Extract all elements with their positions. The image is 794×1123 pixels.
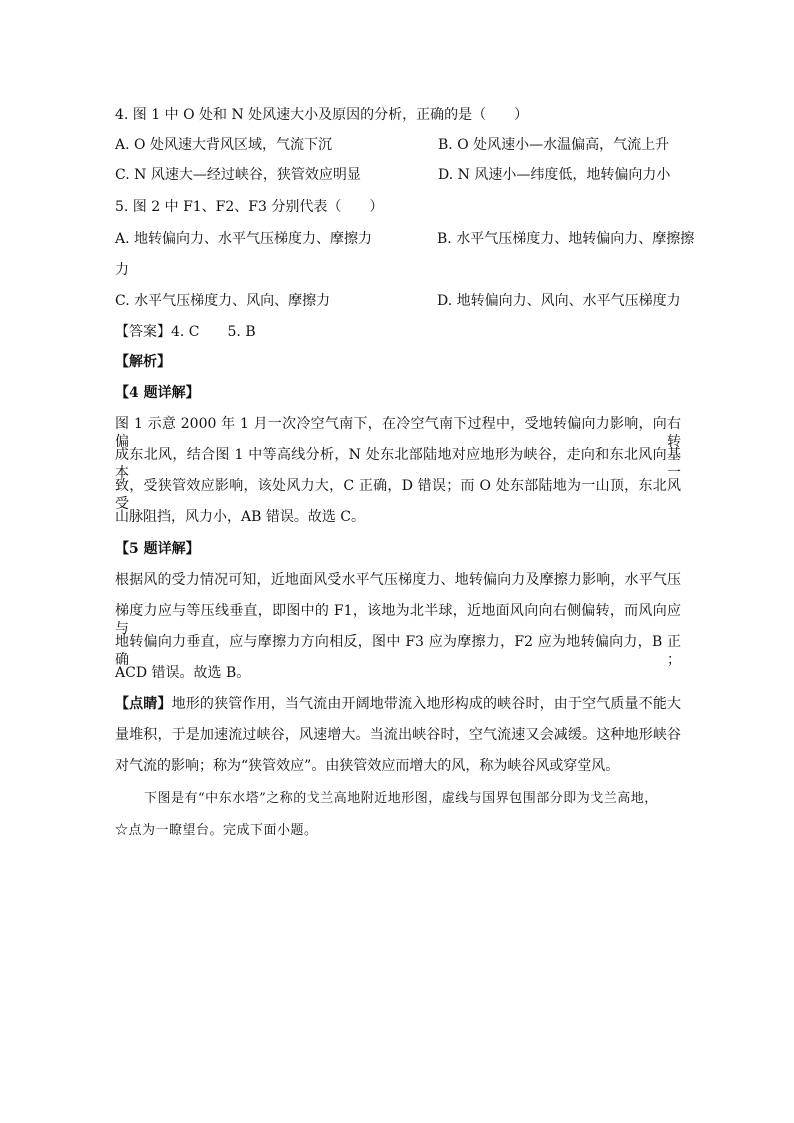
q4-detail-line: 致，受狭管效应影响，该处风力大，C 正确，D 错误；而 O 处东部陆地为一山顶，东北风受 (115, 478, 681, 512)
intro-line: 下图是有“中东水塔”之称的戈兰高地附近地形图，虚线与国界包围部分即为戈兰高地， (144, 791, 658, 806)
tip-first-line (115, 695, 681, 713)
tip-label: 【点睛】 (115, 696, 172, 712)
tip-text: 地形的狭管作用，当气流由开阔地带流入地形构成的峡谷时，由于空气质量不能大 (171, 696, 682, 712)
q4-option-b: B. O 处风速小—水温偏高，气流上升 (438, 137, 670, 153)
q5-detail-line: 梯度力应与等压线垂直，即图中的 F1，该地为北半球，近地面风向向右侧偏转，而风向应与 (115, 603, 681, 637)
q5-detail-line: 根据风的受力情况可知，近地面风受水平气压梯度力、地转偏向力及摩擦力影响，水平气压 (115, 572, 681, 588)
q4-detail-line: 山脉阻挡，风力小，AB 错误。故选 C。 (115, 509, 366, 525)
q5-detail-line: 地转偏向力垂直，应与摩擦力方向相反，图中 F3 应为摩擦力，F2 应为地转偏向力，B 正确； (115, 634, 681, 668)
q5-option-c: C. 水平气压梯度力、风向、摩擦力 (115, 293, 331, 309)
intro-line: ☆点为一瞭望台。完成下面小题。 (115, 823, 318, 838)
q5-option-b-continued: 力 (115, 262, 129, 278)
tip-line: 量堆积，于是加速流过峡谷，风速增大。当流出峡谷时，空气流速又会减缓。这种地形峡谷 (115, 727, 681, 743)
q5-detail-line: ACD 错误。故选 B。 (115, 665, 251, 681)
q5-option-b: B. 水平气压梯度力、地转偏向力、摩擦擦 (437, 231, 695, 247)
q4-detail-line: 图 1 示意 2000 年 1 月一次冷空气南下，在冷空气南下过程中，受地转偏向力影响，向右偏转 (115, 416, 681, 450)
tip-line: 对气流的影响；称为“狭管效应”。由狭管效应而增大的风，称为峡谷风或穿堂风。 (115, 758, 620, 774)
q5-detail-heading: 【5 题详解】 (115, 541, 200, 557)
q5-stem: 5. 图 2 中 F1、F2、F3 分别代表（ ） (115, 199, 384, 215)
analysis-heading: 【解析】 (115, 354, 171, 370)
answer-line: 【答案】4. C 5. B (115, 324, 256, 340)
q4-detail-line: 成东北风，结合图 1 中等高线分析，N 处东北部陆地对应地形为峡谷，走向和东北风向基本一 (115, 447, 681, 481)
q5-option-d: D. 地转偏向力、风向、水平气压梯度力 (437, 293, 681, 309)
q4-option-c: C. N 风速大—经过峡谷，狭管效应明显 (115, 167, 361, 183)
q5-option-a: A. 地转偏向力、水平气压梯度力、摩擦力 (115, 231, 373, 247)
q4-stem: 4. 图 1 中 O 处和 N 处风速大小及原因的分析，正确的是（ ） (115, 107, 529, 123)
q4-detail-heading: 【4 题详解】 (115, 385, 200, 401)
q4-option-a: A. O 处风速大背风区域，气流下沉 (115, 137, 332, 153)
q4-option-d: D. N 风速小—纬度低，地转偏向力小 (438, 167, 671, 183)
